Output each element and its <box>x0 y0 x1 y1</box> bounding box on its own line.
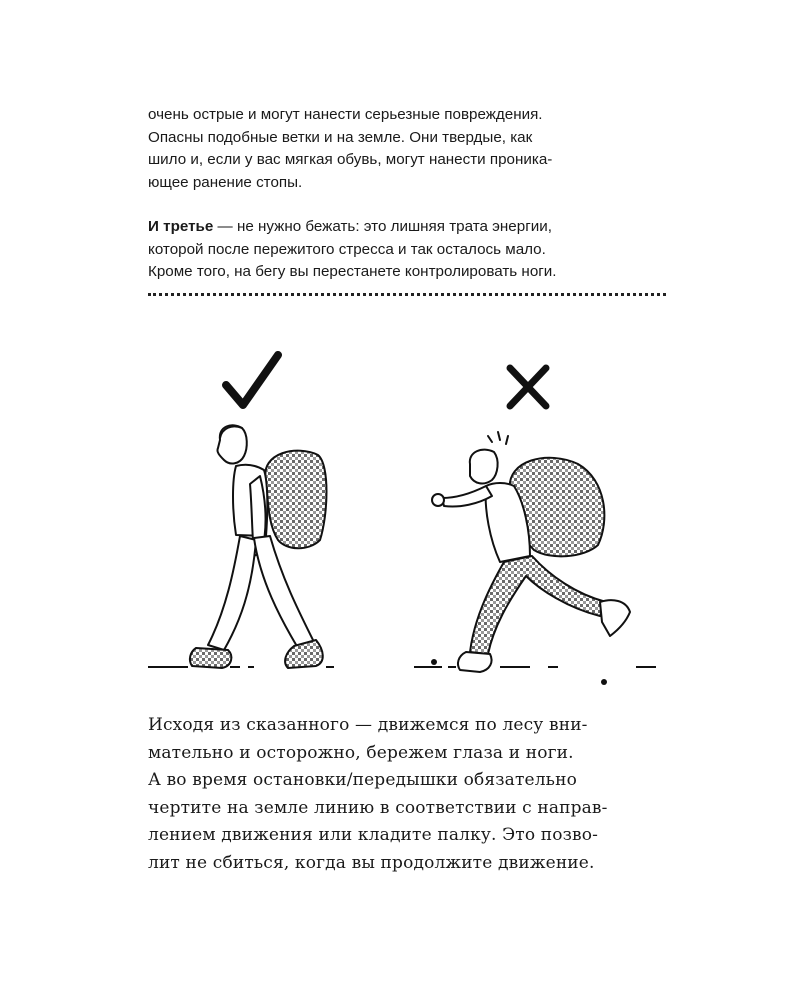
cross-mark-icon <box>510 368 546 406</box>
walking-hiker-figure <box>190 425 327 668</box>
text-line: А во время остановки/передышки обязательно <box>148 770 577 790</box>
text-line: чертите на земле линию в соответствии с направ- <box>148 797 608 818</box>
paragraph-branches <box>148 104 668 194</box>
dotted-divider <box>148 293 666 296</box>
running-hiker-figure <box>432 432 630 672</box>
text-line: Кроме того, на бегу вы перестанете контролировать ноги. <box>148 263 557 280</box>
ground-marks-right <box>414 659 656 685</box>
walking-vs-running-illustration <box>148 340 668 700</box>
text-line <box>148 216 668 239</box>
third-point-lead: И третье <box>148 218 214 235</box>
text-line: лит не сбиться, когда вы продолжите движение. <box>148 852 595 873</box>
third-point-rest: — не нужно бежать: это лишняя трата энергии, <box>213 218 552 235</box>
text-line: очень острые и могут нанести серьезные повреждения. <box>148 106 543 123</box>
text-line: лением движения или кладите палку. Это позво- <box>148 825 599 845</box>
paragraph-conclusion <box>148 712 668 877</box>
text-line: ющее ранение стопы. <box>148 173 303 191</box>
check-mark-icon <box>226 355 278 405</box>
text-line: шило и, если у вас мягкая обувь, могут нанести проника- <box>148 151 553 168</box>
text-line: которой после пережитого стресса и так осталось мало. <box>148 240 546 258</box>
text-line: мательно и осторожно, бережем глаза и ноги. <box>148 742 574 763</box>
text-line: Опасны подобные ветки и на земле. Они твердые, как <box>148 128 533 146</box>
paragraph-third-point <box>148 216 668 284</box>
text-line: Исходя из сказанного — движемся по лесу вни- <box>148 715 588 735</box>
